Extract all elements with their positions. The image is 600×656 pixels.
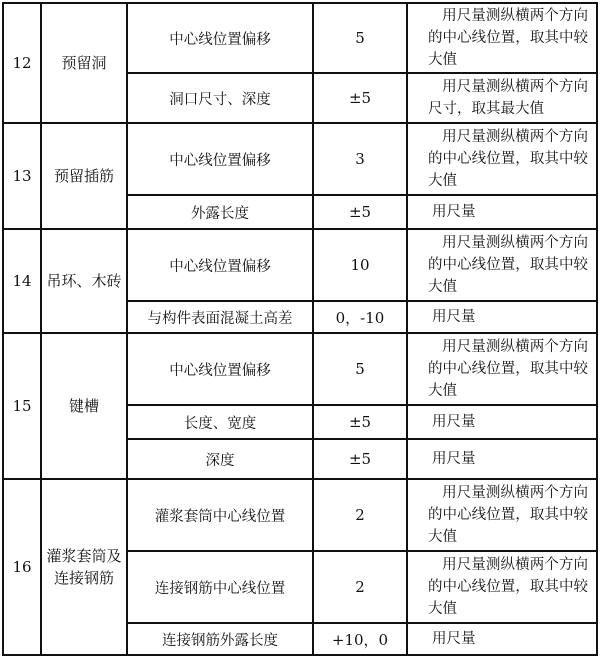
inspection-method: 用尺量测纵横两个方向的中心线位置，取其中较大值	[407, 229, 597, 301]
tolerance-value: 0，-10	[313, 301, 407, 333]
inspection-method: 用尺量测纵横两个方向的中心线位置，取其中较大值	[407, 333, 597, 405]
check-item: 预留洞	[41, 3, 127, 123]
sub-item: 中心线位置偏移	[127, 229, 313, 301]
table-row	[3, 229, 597, 301]
sub-item: 灌浆套筒中心线位置	[127, 479, 313, 551]
tolerance-value: 2	[313, 479, 407, 551]
sub-item: 深度	[127, 439, 313, 479]
sub-item: 连接钢筋外露长度	[127, 623, 313, 655]
sub-item: 长度、宽度	[127, 405, 313, 439]
row-number: 15	[3, 333, 41, 479]
row-number: 14	[3, 229, 41, 333]
check-item: 键槽	[41, 333, 127, 479]
table-row	[3, 123, 597, 195]
row-number: 13	[3, 123, 41, 229]
tolerance-value: ±5	[313, 73, 407, 123]
tolerance-value: 5	[313, 3, 407, 73]
table-row	[3, 3, 597, 73]
tolerance-value: +10，0	[313, 623, 407, 655]
inspection-method: 用尺量测纵横两个方向的中心线位置，取其中较大值	[407, 479, 597, 551]
check-item: 吊环、木砖	[41, 229, 127, 333]
check-item: 预留插筋	[41, 123, 127, 229]
sub-item: 与构件表面混凝土高差	[127, 301, 313, 333]
sub-item: 洞口尺寸、深度	[127, 73, 313, 123]
table-row	[3, 479, 597, 551]
tolerance-value: ±5	[313, 405, 407, 439]
inspection-method: 用尺量	[407, 195, 597, 229]
inspection-method: 用尺量测纵横两个方向尺寸，取其最大值	[407, 73, 597, 123]
inspection-method: 用尺量	[407, 405, 597, 439]
sub-item: 中心线位置偏移	[127, 333, 313, 405]
sub-item: 中心线位置偏移	[127, 3, 313, 73]
tolerance-value: 2	[313, 551, 407, 623]
tolerance-value: ±5	[313, 439, 407, 479]
row-number: 16	[3, 479, 41, 655]
sub-item: 连接钢筋中心线位置	[127, 551, 313, 623]
inspection-method: 用尺量测纵横两个方向的中心线位置，取其中较大值	[407, 123, 597, 195]
tolerance-value: 10	[313, 229, 407, 301]
inspection-method: 用尺量测纵横两个方向的中心线位置，取其中较大值	[407, 551, 597, 623]
check-item: 灌浆套筒及连接钢筋	[41, 479, 127, 655]
sub-item: 外露长度	[127, 195, 313, 229]
inspection-method: 用尺量	[407, 439, 597, 479]
tolerance-value: 5	[313, 333, 407, 405]
tolerance-value: 3	[313, 123, 407, 195]
tolerance-table	[2, 2, 598, 656]
row-number: 12	[3, 3, 41, 123]
inspection-method: 用尺量测纵横两个方向的中心线位置，取其中较大值	[407, 3, 597, 73]
inspection-method: 用尺量	[407, 623, 597, 655]
tolerance-value: ±5	[313, 195, 407, 229]
inspection-method: 用尺量	[407, 301, 597, 333]
sub-item: 中心线位置偏移	[127, 123, 313, 195]
table-row	[3, 333, 597, 405]
